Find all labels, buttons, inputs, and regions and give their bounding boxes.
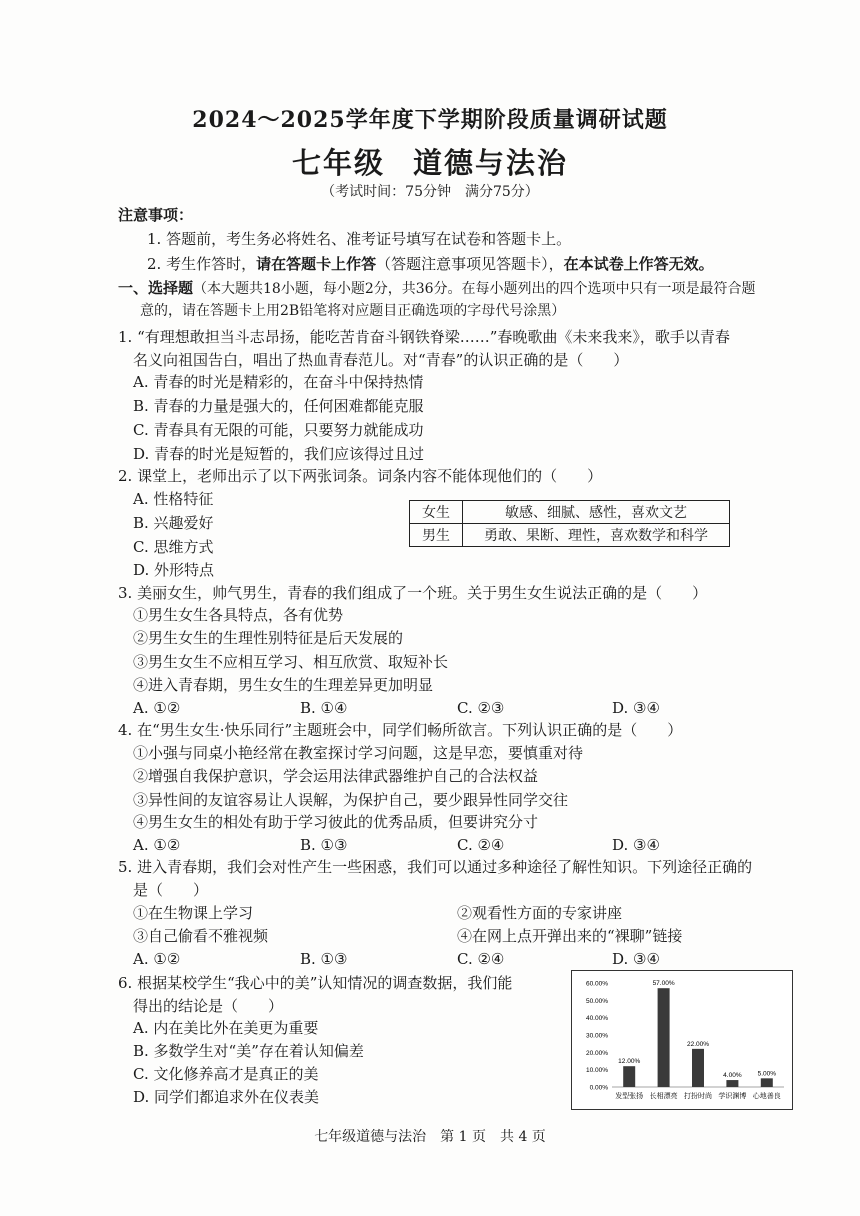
q4-option-c: C. ②④ xyxy=(457,836,505,854)
q4-statement-2: ②增强自我保护意识，学会运用法律武器维护自己的合法权益 xyxy=(133,767,539,785)
q2-option-b: B. 兴趣爱好 xyxy=(133,514,214,532)
notice-heading: 注意事项： xyxy=(118,206,194,224)
chart-ytick-label: 60.00% xyxy=(585,980,608,988)
q6-stem-1: 6. 根据某校学生“我心中的美”认知情况的调查数据，我们能 xyxy=(118,974,513,992)
q5-option-a: A. ①② xyxy=(133,950,181,968)
chart-category-label: 打扮时尚 xyxy=(684,1092,712,1100)
q4-statement-1: ①小强与同桌小艳经常在教室探讨学习问题，这是早恋，要慎重对待 xyxy=(133,744,584,762)
q2-option-d: D. 外形特点 xyxy=(133,561,215,579)
q5-option-c: C. ②④ xyxy=(457,950,505,968)
chart-category-label: 学识渊博 xyxy=(718,1092,747,1100)
chart-ytick-label: 20.00% xyxy=(585,1049,608,1057)
q5-statement-4: ④在网上点开弹出来的“裸聊”链接 xyxy=(457,927,683,945)
q4-option-d: D. ③④ xyxy=(612,836,660,854)
q6-survey-chart xyxy=(571,970,793,1110)
q2-table-row-boy xyxy=(410,524,730,547)
q3-stem: 3. 美丽女生，帅气男生，青春的我们组成了一个班。关于男生女生说法正确的是（ ） xyxy=(118,584,708,602)
chart-bar xyxy=(692,1049,704,1087)
chart-ytick-label: 0.00% xyxy=(589,1084,608,1092)
chart-data-label: 57.00% xyxy=(652,980,675,988)
chart-data-label: 5.00% xyxy=(757,1070,777,1078)
notice-item-2-b: 请在答题卡上作答 xyxy=(256,255,377,273)
notice-item-1: 1. 答题前，考生务必将姓名、准考证号填写在试卷和答题卡上。 xyxy=(147,230,572,248)
q3-statement-2: ②男生女生的生理性别特征是后天发展的 xyxy=(133,629,404,647)
q4-stem: 4. 在“男生女生·快乐同行”主题班会中，同学们畅所欲言。下列认识正确的是（ ） xyxy=(118,721,683,739)
section-1-desc-1: （本大题共18小题，每小题2分，共36分。在每小题列出的四个选项中只有一项是最符合题 xyxy=(193,281,756,297)
q2-option-a: A. 性格特征 xyxy=(133,490,214,508)
q2-table-row-girl xyxy=(410,501,730,524)
q3-statement-4: ④进入青春期，男生女生的生理差异更加明显 xyxy=(133,676,434,694)
q4-option-a: A. ①② xyxy=(133,836,181,854)
subject-title xyxy=(0,141,860,182)
q6-option-b: B. 多数学生对“美”存在着认知偏差 xyxy=(133,1042,364,1060)
chart-ytick-label: 30.00% xyxy=(585,1032,608,1040)
q5-stem-2: 是（ ） xyxy=(133,881,209,899)
q3-option-a: A. ①② xyxy=(133,699,181,717)
q5-statement-3: ③自己偷看不雅视频 xyxy=(133,927,269,945)
q1-option-d: D. 青春的时光是短暂的，我们应该得过且过 xyxy=(133,445,425,463)
q6-option-c: C. 文化修养高才是真正的美 xyxy=(133,1065,319,1083)
chart-bar xyxy=(726,1080,738,1087)
chart-category-label: 长相漂亮 xyxy=(649,1092,678,1100)
q2-word-table xyxy=(409,500,730,547)
chart-data-label: 22.00% xyxy=(686,1040,710,1048)
q3-option-b: B. ①④ xyxy=(300,699,348,717)
chart-ytick-label: 50.00% xyxy=(585,997,608,1005)
q4-statement-4: ④男生女生的相处有助于学习彼此的优秀品质，但要讲究分寸 xyxy=(133,813,539,831)
q6-stem-2: 得出的结论是（ ） xyxy=(133,997,284,1015)
chart-bar xyxy=(761,1078,773,1087)
q1-option-c: C. 青春具有无限的可能，只要努力就能成功 xyxy=(133,421,424,439)
q1-stem-2: 名义向祖国告白，唱出了热血青春范儿。对“青春”的认识正确的是（ ） xyxy=(133,351,629,369)
q2-table-head-boy: 男生 xyxy=(410,524,463,547)
q3-statement-1: ①男生女生各具特点，各有优势 xyxy=(133,606,344,624)
q2-table-content-boy: 勇敢、果断、理性，喜欢数学和科学 xyxy=(463,524,730,547)
q2-stem: 2. 课堂上，老师出示了以下两张词条。词条内容不能体现他们的（ ） xyxy=(118,467,603,485)
q6-option-a: A. 内在美比外在美更为重要 xyxy=(133,1019,319,1037)
q2-table-head-girl: 女生 xyxy=(410,501,463,524)
notice-item-2 xyxy=(147,254,714,274)
chart-bar xyxy=(623,1066,635,1087)
q2-option-c: C. 思维方式 xyxy=(133,538,214,556)
q5-option-b: B. ①③ xyxy=(300,950,348,968)
chart-category-label: 发型张扬 xyxy=(615,1092,644,1100)
subject-label: 道德与法治 xyxy=(413,146,569,180)
section-1-label: 一、选择题 xyxy=(118,279,194,297)
q2-table-content-girl: 敏感、细腻、感性，喜欢文艺 xyxy=(463,501,730,524)
exam-title: 2024～2025学年度下学期阶段质量调研试题 xyxy=(192,107,668,133)
chart-ytick-label: 10.00% xyxy=(585,1067,608,1075)
q1-option-b: B. 青春的力量是强大的，任何困难都能克服 xyxy=(133,397,424,415)
q4-option-b: B. ①③ xyxy=(300,836,348,854)
chart-bar xyxy=(658,988,670,1087)
exam-info: （考试时间：75分钟 满分75分） xyxy=(321,184,539,200)
section-1-desc-2: 意的，请在答题卡上用2B铅笔将对应题目正确选项的字母代号涂黑） xyxy=(140,303,566,319)
q1-stem-1: 1. “有理想敢担当斗志昂扬，能吃苦肯奋斗钢铁脊梁……”春晚歌曲《未来我来》，歌手以青春 xyxy=(118,328,730,346)
grade-label: 七年级 xyxy=(291,146,385,180)
q3-statement-3: ③男生女生不应相互学习、相互欣赏、取短补长 xyxy=(133,653,449,671)
q5-statement-2: ②观看性方面的专家讲座 xyxy=(457,904,623,922)
notice-item-2-a: 2. 考生作答时， xyxy=(147,255,257,273)
q3-option-c: C. ②③ xyxy=(457,699,505,717)
chart-data-label: 12.00% xyxy=(618,1058,641,1066)
q6-option-d: D. 同学们都追求外在仪表美 xyxy=(133,1088,320,1106)
chart-data-label: 4.00% xyxy=(723,1072,742,1080)
q3-option-d: D. ③④ xyxy=(612,699,660,717)
q4-statement-3: ③异性间的友谊容易让人误解，为保护自己，要少跟异性同学交往 xyxy=(133,791,569,809)
q1-option-a: A. 青春的时光是精彩的，在奋斗中保持热情 xyxy=(133,373,424,391)
q6-chart-svg xyxy=(572,971,792,1109)
notice-item-2-c: （答题注意事项见答题卡）， xyxy=(376,255,564,273)
q5-stem-1: 5. 进入青春期，我们会对性产生一些困惑，我们可以通过多种途径了解性知识。下列途径正确的 xyxy=(118,858,753,876)
chart-ytick-label: 40.00% xyxy=(585,1015,608,1023)
section-1-heading xyxy=(118,278,756,299)
page-footer: 七年级道德与法治 第 1 页 共 4 页 xyxy=(314,1129,546,1145)
notice-item-2-d: 在本试卷上作答无效。 xyxy=(563,255,714,273)
q5-statement-1: ①在生物课上学习 xyxy=(133,904,254,922)
q5-option-d: D. ③④ xyxy=(612,950,660,968)
chart-category-label: 心地善良 xyxy=(752,1092,781,1100)
